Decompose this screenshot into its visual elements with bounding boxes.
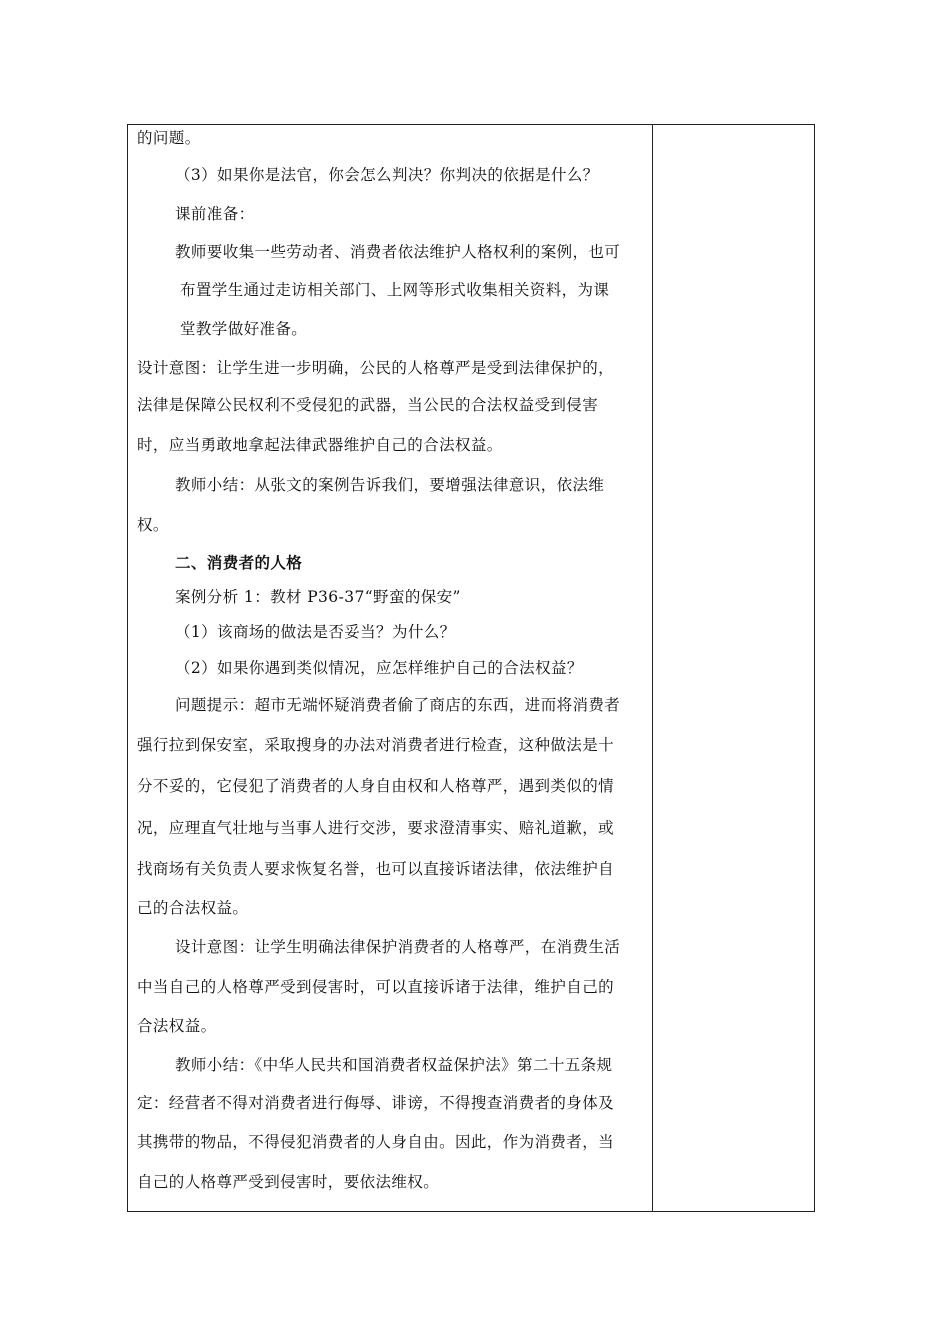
text-line: 问题提示：超市无端怀疑消费者偷了商店的东西，进而将消费者	[175, 696, 621, 714]
text-line: 时，应当勇敢地拿起法律武器维护自己的合法权益。	[137, 436, 503, 454]
text-line: 堂教学做好准备。	[180, 320, 308, 338]
text-line: 其携带的物品，不得侵犯消费者的人身自由。因此，作为消费者，当	[137, 1133, 615, 1151]
text-line: 分不妥的，它侵犯了消费者的人身自由权和人格尊严，遇到类似的情	[137, 777, 615, 795]
text-line: 权。	[137, 516, 169, 534]
text-line: 设计意图：让学生明确法律保护消费者的人格尊严，在消费生活	[175, 938, 621, 956]
text-line: 自己的人格尊严受到侵害时，要依法维权。	[137, 1173, 440, 1191]
text-line: 设计意图：让学生进一步明确，公民的人格尊严是受到法律保护的，	[137, 359, 615, 377]
text-line: （1）该商场的做法是否妥当？为什么？	[175, 623, 456, 641]
text-line: 况，应理直气壮地与当事人进行交涉，要求澄清事实、赔礼道歉，或	[137, 819, 615, 837]
text-line: 案例分析 1：教材 P36-37“野蛮的保安”	[175, 588, 461, 606]
text-line: 定：经营者不得对消费者进行侮辱、诽谤，不得搜查消费者的身体及	[137, 1094, 615, 1112]
text-line: 教师小结：从张文的案例告诉我们，要增强法律意识，依法维	[175, 476, 605, 494]
lesson-table	[127, 124, 815, 1212]
text-line: （2）如果你遇到类似情况，应怎样维护自己的合法权益？	[175, 659, 583, 677]
section-heading: 二、消费者的人格	[175, 553, 303, 572]
text-line: 布置学生通过走访相关部门、上网等形式收集相关资料，为课	[180, 281, 610, 299]
text-line: 找商场有关负责人要求恢复名誉，也可以直接诉诸法律，依法维护自	[137, 860, 615, 878]
text-line: （3）如果你是法官，你会怎么判决？你判决的依据是什么？	[175, 166, 599, 184]
text-line: 的问题。	[137, 129, 201, 147]
text-line: 强行拉到保安室，采取搜身的办法对消费者进行检查，这种做法是十	[137, 736, 615, 754]
text-line: 课前准备：	[175, 205, 255, 223]
text-line: 教师要收集一些劳动者、消费者依法维护人格权利的案例，也可	[175, 243, 621, 261]
text-line: 合法权益。	[137, 1017, 217, 1035]
text-line: 法律是保障公民权利不受侵犯的武器，当公民的合法权益受到侵害	[137, 396, 599, 414]
text-line: 中当自己的人格尊严受到侵害时，可以直接诉诸于法律，维护自己的	[137, 978, 615, 996]
text-line: 己的合法权益。	[137, 899, 249, 917]
text-line: 教师小结：《中华人民共和国消费者权益保护法》第二十五条规	[175, 1056, 613, 1074]
column-divider	[652, 125, 653, 1211]
